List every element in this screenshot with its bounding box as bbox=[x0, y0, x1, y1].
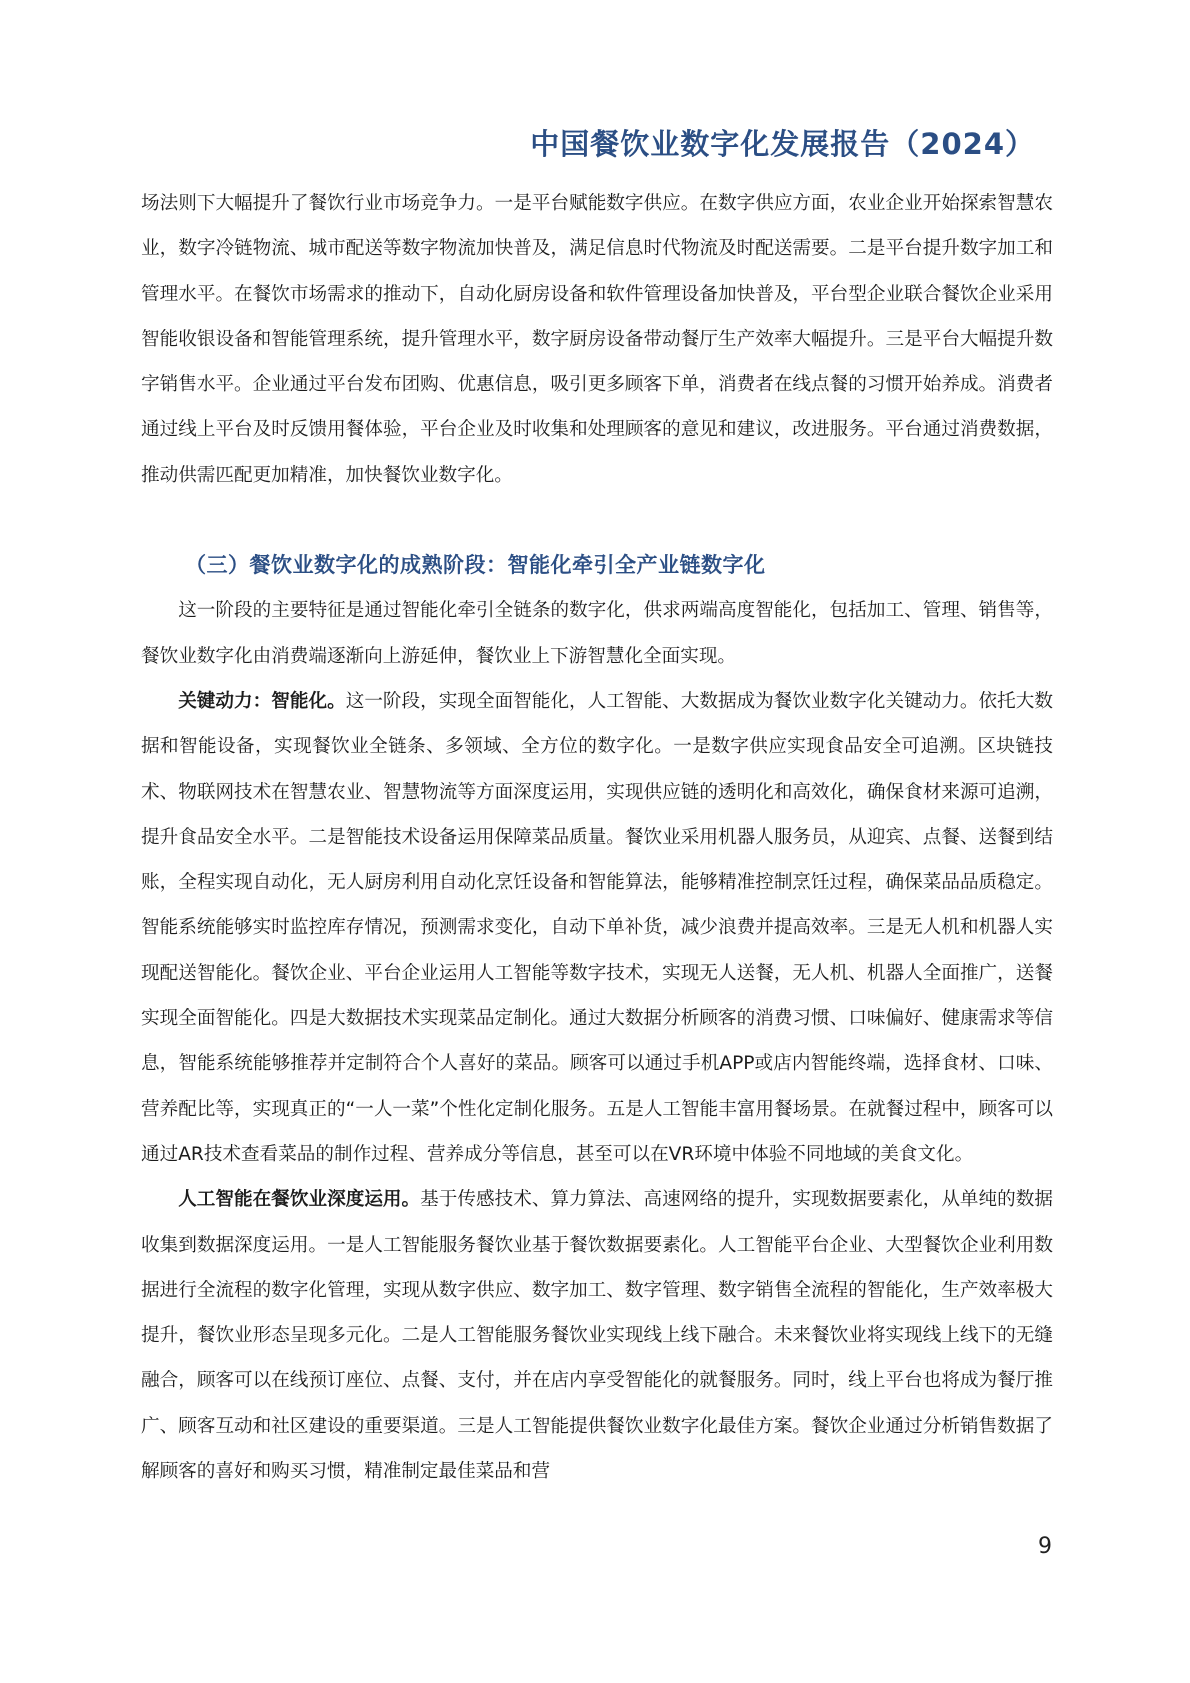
section-heading: （三）餐饮业数字化的成熟阶段：智能化牵引全产业链数字化 bbox=[185, 553, 766, 578]
paragraph-key-driver-body: 这一阶段，实现全面智能化，人工智能、大数据成为餐饮业数字化关键动力。依托大数据和智能设备，实现餐饮业全链条、多领域、全方位的数字化。一是数字供应实现食品安全可追溯。区块链技术、物联网技术在智慧农业、智慧物流等方面深度运用，实现供应链的透明化和高效化，确保食材来源可追溯，提升食品安全水平。二是智能技术设备运用保障菜品质量。餐饮业采用机器人服务员，从迎宾、点餐、送餐到结账，全程实现自动化，无人厨房利用自动化烹饪设备和智能算法，能够精准控制烹饪过程，确保菜品品质稳定。智能系统能够实时监控库存情况，预测需求变化，自动下单补货，减少浪费并提高效率。三是无人机和机器人实现配送智能化。餐饮企业、平台企业运用人工智能等数字技术，实现无人送餐，无人机、机器人全面推广，送餐实现全面智能化。四是大数据技术实现菜品定制化。通过大数据分析顾客的消费习惯、口味偏好、健康需求等信息，智能系统能够推荐并定制符合个人喜好的菜品。顾客可以通过手机APP或店内智能终端，选择食材、口味、营养配比等，实现真正的“一人一菜”个性化定制化服务。五是人工智能丰富用餐场景。在就餐过程中，顾客可以通过AR技术查看菜品的制作过程、营养成分等信息，甚至可以在VR环境中体验不同地域的美食文化。 bbox=[141, 690, 1053, 1165]
body-text bbox=[141, 181, 1053, 1494]
paragraph-stage-features: 这一阶段的主要特征是通过智能化牵引全链条的数字化，供求两端高度智能化，包括加工、管理、销售等，餐饮业数字化由消费端逐渐向上游延伸，餐饮业上下游智慧化全面实现。 bbox=[141, 600, 1053, 667]
paragraph-key-driver-lead: 关键动力：智能化。 bbox=[178, 690, 346, 712]
paragraph-ai-application-body: 基于传感技术、算力算法、高速网络的提升，实现数据要素化，从单纯的数据收集到数据深度运用。一是人工智能服务餐饮业基于餐饮数据要素化。人工智能平台企业、大型餐饮企业利用数据进行全流程的数字化管理，实现从数字供应、数字加工、数字管理、数字销售全流程的智能化，生产效率极大提升，餐饮业形态呈现多元化。二是人工智能服务餐饮业实现线上线下融合。未来餐饮业将实现线上线下的无缝融合，顾客可以在线预订座位、点餐、支付，并在店内享受智能化的就餐服务。同时，线上平台也将成为餐厅推广、顾客互动和社区建设的重要渠道。三是人工智能提供餐饮业数字化最佳方案。餐饮企业通过分析销售数据了解顾客的喜好和购买习惯，精准制定最佳菜品和营 bbox=[141, 1189, 1053, 1483]
paragraph-key-driver bbox=[141, 679, 1053, 1177]
page-number: 9 bbox=[1038, 1534, 1052, 1559]
paragraph-ai-application-lead: 人工智能在餐饮业深度运用。 bbox=[178, 1189, 421, 1211]
paragraph-continued: 场法则下大幅提升了餐饮行业市场竞争力。一是平台赋能数字供应。在数字供应方面，农业企业开始探索智慧农业，数字冷链物流、城市配送等数字物流加快普及，满足信息时代物流及时配送需要。二是平台提升数字加工和管理水平。在餐饮市场需求的推动下，自动化厨房设备和软件管理设备加快普及，平台型企业联合餐饮企业采用智能收银设备和智能管理系统，提升管理水平，数字厨房设备带动餐厅生产效率大幅提升。三是平台大幅提升数字销售水平。企业通过平台发布团购、优惠信息，吸引更多顾客下单，消费者在线点餐的习惯开始养成。消费者通过线上平台及时反馈用餐体验，平台企业及时收集和处理顾客的意见和建议，改进服务。平台通过消费数据，推动供需匹配更加精准，加快餐饮业数字化。 bbox=[141, 193, 1053, 486]
paragraph-ai-application bbox=[141, 1177, 1053, 1494]
running-header-title: 中国餐饮业数字化发展报告（2024） bbox=[530, 127, 1035, 161]
